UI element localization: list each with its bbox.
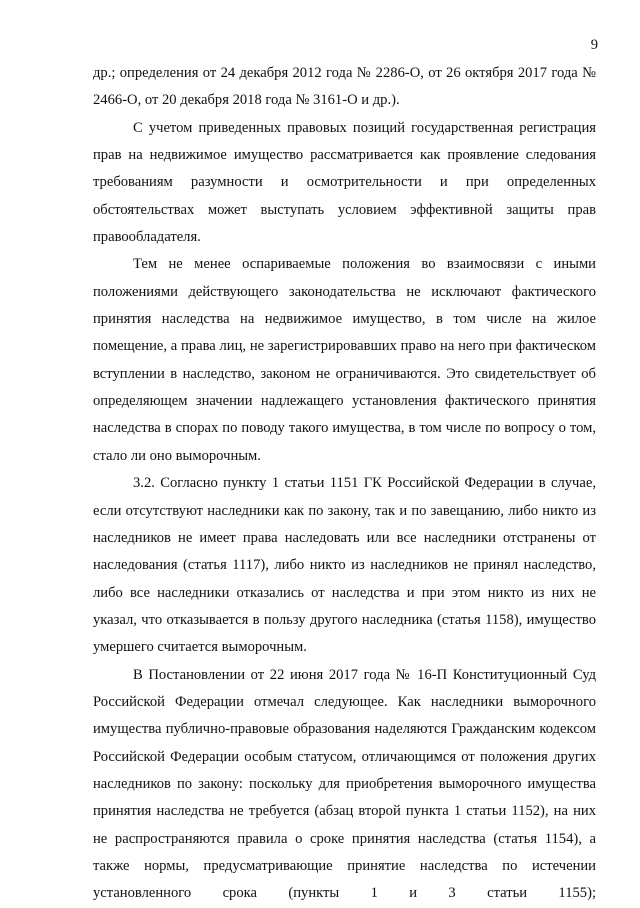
document-body [93,60,596,908]
paragraph-continuation: др.; определения от 24 декабря 2012 года № 2286-О, от 26 октября 2017 года № 2466-О, от 20 декабря 2018 года № 3161-О и др.). [93,65,596,109]
paragraph-state-registration: С учетом приведенных правовых позиций государственная регистрация прав на недвижимое имущество рассматривается как проявление следования требованиям разумности и осмотрительности и при определенных обстоятельствах может выступать условием эффективной защиты прав правообладателя. [93,119,596,246]
page-number: 9 [590,37,598,53]
paragraph-actual-acceptance: Тем не менее оспариваемые положения во взаимосвязи с иными положениями действующего законодательства не исключают фактического принятия наследства на недвижимое имущество, в том числе на жилое помещение, а права лиц, не зарегистрировавших право на него при фактическом вступлении в наследство, законом не ограничиваются. Это свидетельствует об определяющем значении надлежащего установления фактического принятия наследства в спорах по поводу такого имущества, в том числе по вопросу о том, стало ли оно выморочным. [93,256,596,464]
paragraph-section-3-2: 3.2. Согласно пункту 1 статьи 1151 ГК Российской Федерации в случае, если отсутствуют наследники как по закону, так и по завещанию, либо никто из наследников не имеет права наследовать или все наследники отстранены от наследования (статья 1117), либо никто из наследников не принял наследство, либо все наследники отказались от наследства и при этом никто из них не указал, что отказывается в пользу другого наследника (статья 1158), имущество умершего считается выморочным. [93,475,596,656]
paragraph-resolution-16p: В Постановлении от 22 июня 2017 года № 16-П Конституционный Суд Российской Федерации отмечал следующее. Как наследники выморочного имущества публично-правовые образования наделяются Гражданским кодексом Российской Федерации особым статусом, отличающимся от положения других наследников по закону: поскольку для приобретения выморочного имущества принятия наследства не требуется (абзац второй пункта 1 статьи 1152), на них не распространяются правила о сроке принятия наследства (статья 1154), а также нормы, предусматривающие принятие наследства по истечении установленного срока (пункты 1 и 3 статьи 1155); [93,666,596,902]
